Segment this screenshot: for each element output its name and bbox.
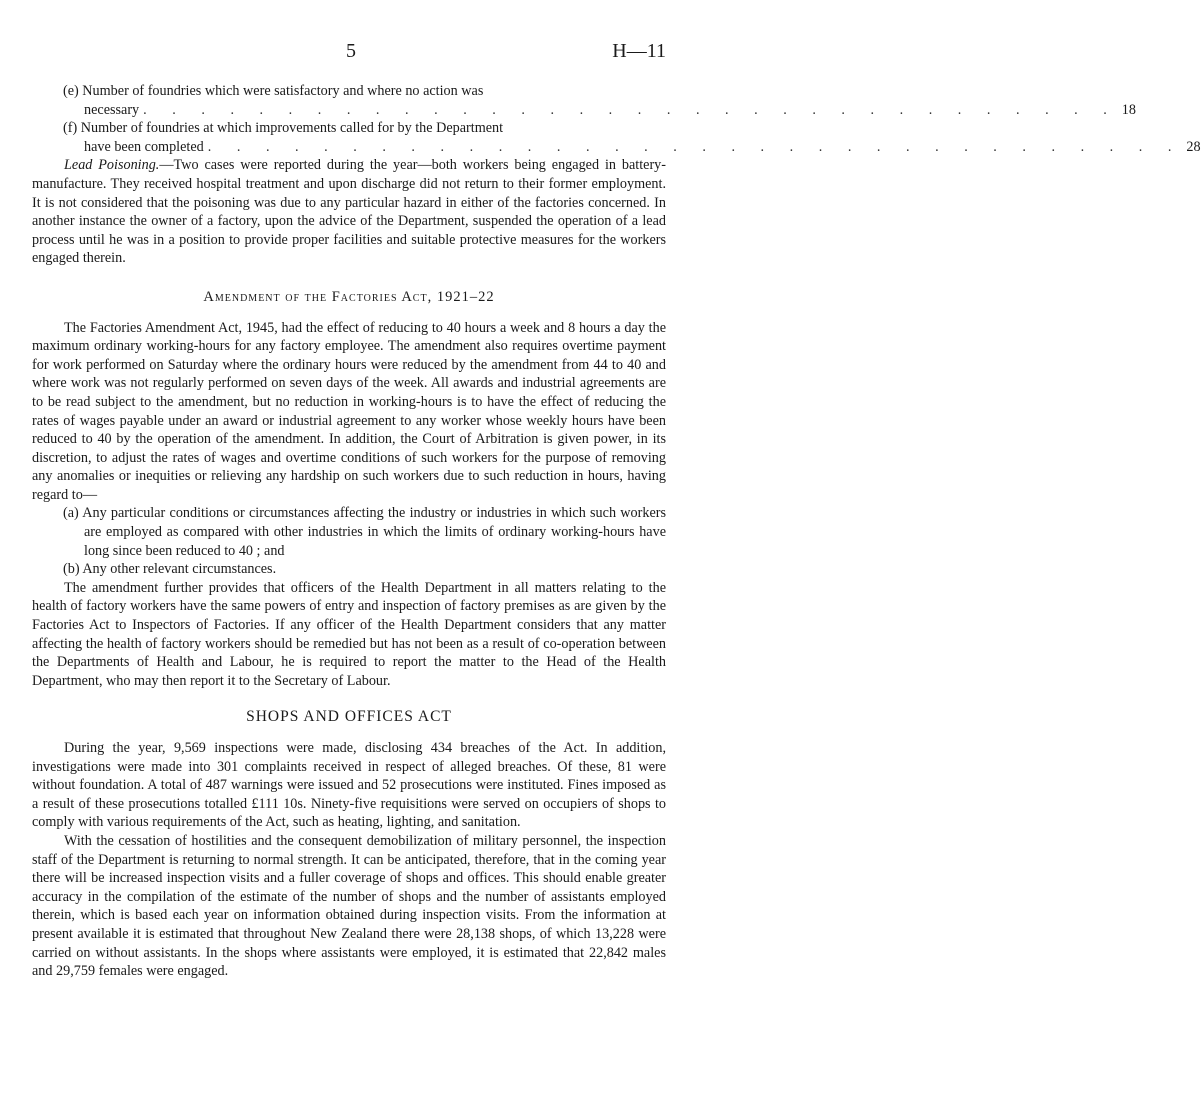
document-reference: H—11 bbox=[612, 40, 666, 62]
page-body bbox=[32, 82, 1201, 981]
amendment-paragraph-1: The Factories Amendment Act, 1945, had the effect of reducing to 40 hours a week and 8 hours a day the maximum ordinary working-hours for any factory employee. The amendment also requires overtime payment for work performed on Saturday where the ordinary hours were reduced by the amendment from 44 to 40 and where work was not regularly performed on seven days of the week. All awards and industrial agreements are to be read subject to the amendment, but no reduction in working-hours is to have the effect of reducing the rates of wages payable under an award or industrial agreement to any worker whose weekly hours have been reduced to 40 by the operation of the amendment. In addition, the Court of Arbitration is given power, in its discretion, to adjust the rates of wages and overtime conditions of such workers for the purpose of removing any anomalies or inequities or relieving any hardship on such workers due to such reduction in hours, having regard to— bbox=[32, 319, 666, 503]
foundry-item-e bbox=[32, 82, 1136, 119]
item-value: 28 bbox=[1186, 138, 1201, 155]
page-header bbox=[32, 40, 666, 66]
amendment-paragraph-2: The amendment further provides that officers of the Health Department in all matters relating to the health of factory workers have the same powers of entry and inspection of factory premises as are given by the Factories Act to Inspectors of Factories. If any officer of the Health Department considers that any matter affecting the health of factory workers should be remedied but has not been as a result of co-operation between the Departments of Health and Labour, he is required to report the matter to the Head of the Health Department, who may then report it to the Secretary of Labour. bbox=[32, 579, 666, 689]
page-number: 5 bbox=[346, 40, 356, 62]
lead-poisoning-paragraph bbox=[32, 156, 666, 268]
item-value: 18 bbox=[1121, 101, 1136, 118]
item-text: Number of foundries at which improvements called for by the Department bbox=[80, 120, 504, 137]
item-label: (f) bbox=[63, 120, 78, 137]
item-label: (e) bbox=[63, 83, 79, 99]
item-label: (a) bbox=[63, 505, 79, 522]
amendment-heading: Amendment of the Factories Act, 1921–22 bbox=[203, 288, 495, 305]
foundry-item-f bbox=[32, 119, 1201, 156]
item-text: Number of foundries which were satisfactory and where no action was bbox=[82, 83, 484, 99]
item-text: Any particular conditions or circumstances affecting the industry or industries in which such workers are employed as compared with other industries in which the limits of ordinary working-hours have long since been reduced to 40 ; and bbox=[82, 505, 666, 559]
lead-poisoning-title: Lead Poisoning. bbox=[64, 157, 160, 174]
dot-leader: . . . . . . . . . . . . . . . . . . . . . . . . . . . . . . . . . . bbox=[207, 138, 1183, 155]
amendment-item-a bbox=[32, 504, 666, 560]
item-label: (b) bbox=[63, 561, 80, 578]
shops-heading: SHOPS AND OFFICES ACT bbox=[246, 708, 452, 726]
dot-leader: . . . . . . . . . . . . . . . . . . . . . . . . . . . . . . . . . . bbox=[143, 101, 1118, 118]
lead-poisoning-text: —Two cases were reported during the year—both workers being engaged in battery-manufacture. They received hospital treatment and upon discharge did not return to their former employment. It is not considered that the poisoning was due to any particular hazard in either of the factories concerned. In another instance the owner of a factory, upon the advice of the Department, suspended the operation of a lead process until he was in a position to provide proper facilities and suitable protective measures for the workers engaged therein. bbox=[32, 157, 666, 267]
shops-paragraph-2: With the cessation of hostilities and the consequent demobilization of military personnel, the inspection staff of the Department is returning to normal strength. It can be anticipated, therefore, that in the coming year there will be increased inspection visits and a fuller coverage of shops and offices. This should enable greater accuracy in the compilation of the estimate of the number of shops and the number of assistants employed therein, which is based each year on information obtained during inspection visits. From the information at present available it is estimated that throughout New Zealand there were 28,138 shops, of which 13,228 were carried on without assistants. In the shops where assistants were employed, it is estimated that 22,842 males and 29,759 females were engaged. bbox=[32, 832, 666, 980]
amendment-item-b bbox=[32, 560, 666, 579]
item-text-continued: have been completed bbox=[84, 138, 204, 155]
item-text: Any other relevant circumstances. bbox=[82, 561, 277, 578]
item-text-continued: necessary bbox=[84, 101, 140, 118]
shops-paragraph-1: During the year, 9,569 inspections were made, disclosing 434 breaches of the Act. In addition, investigations were made into 301 complaints received in respect of alleged breaches. Of these, 81 were without foundation. A total of 487 warnings were issued and 52 prosecutions were instituted. Fines imposed as a result of these prosecutions totalled £111 10s. Ninety-five requisitions were served on occupiers of shops to comply with various requirements of the Act, such as heating, lighting, and sanitation. bbox=[32, 740, 666, 831]
